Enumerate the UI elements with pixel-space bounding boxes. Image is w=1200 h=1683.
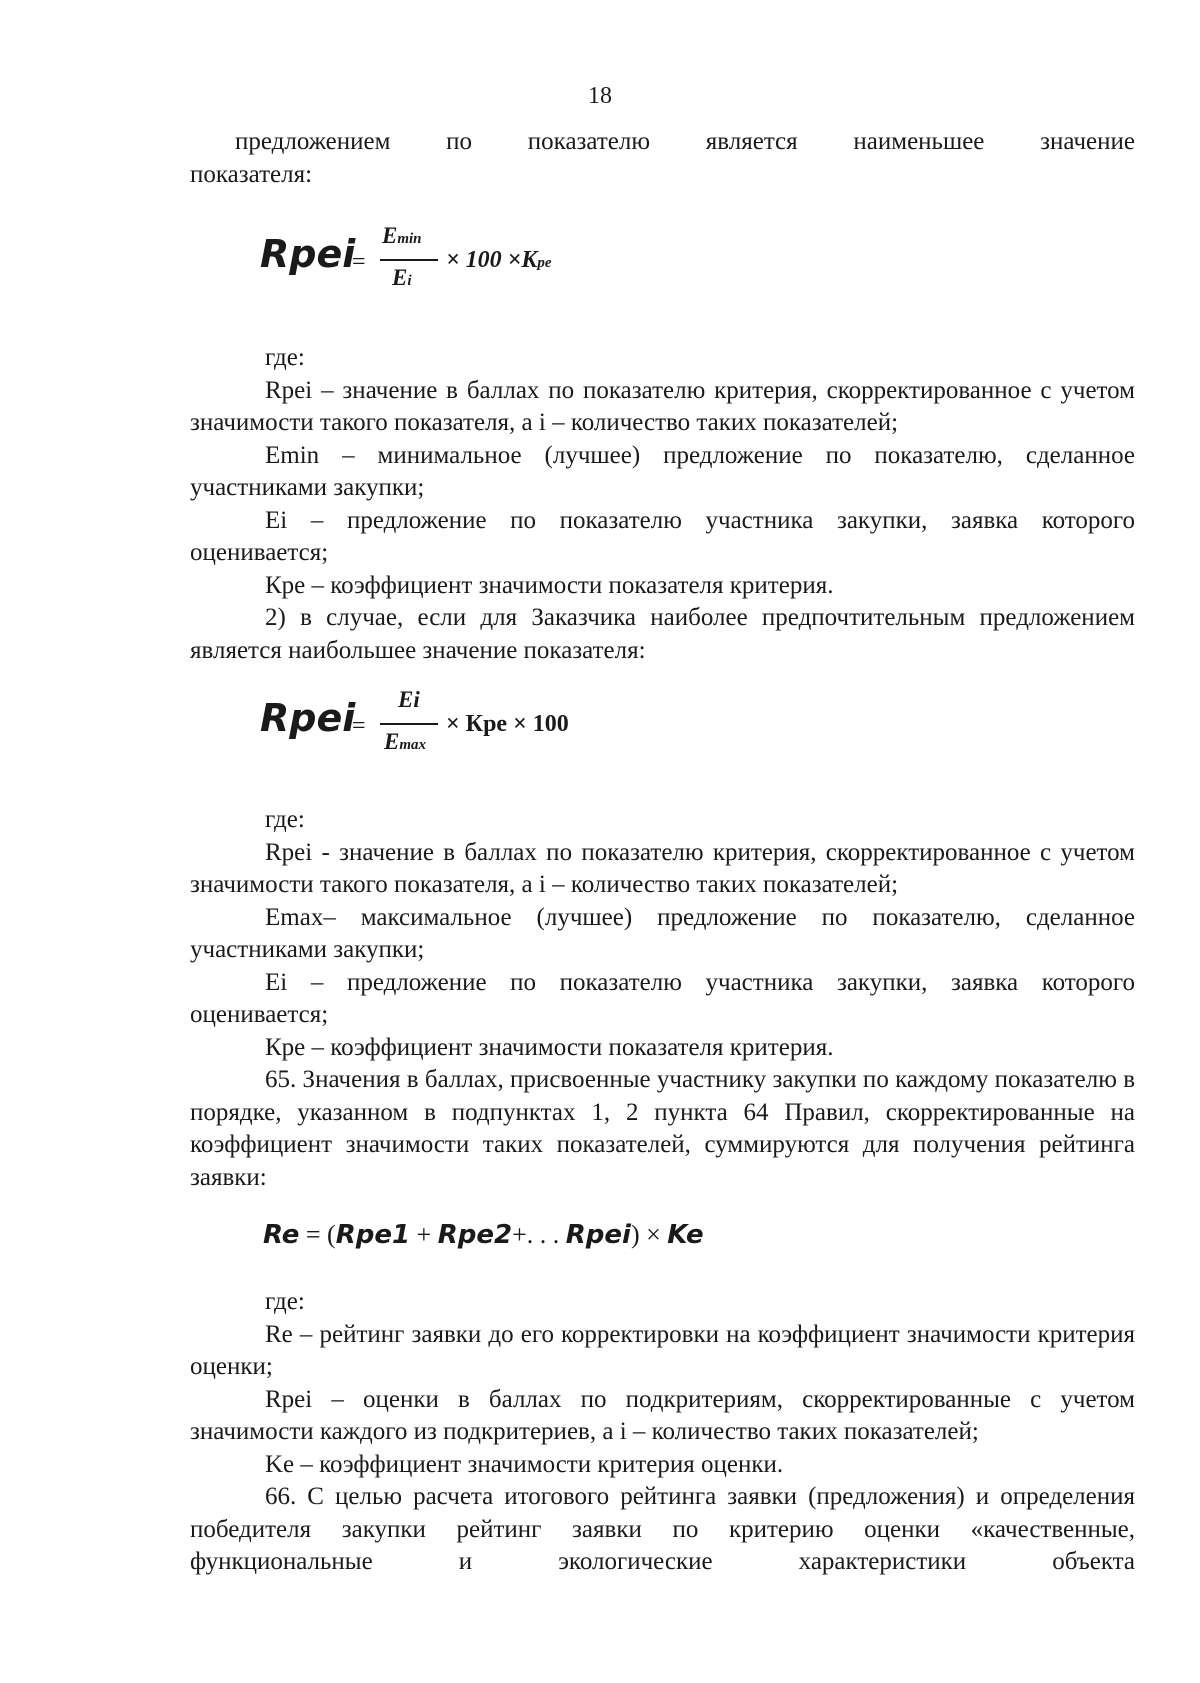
def-kpe: Кре – коэффициент значимости показателя критерия.	[265, 1033, 834, 1061]
def-kpe: Кре – коэффициент значимости показателя критерия.	[265, 571, 834, 599]
formula-1-denominator: Ei	[392, 265, 412, 290]
item-66: 66. С целью расчета итогового рейтинга заявки (предложения) и определения победителя закупки рейтинг заявки по критерию оценки «качественные, функциональные и экологические характеристики объекта	[190, 1483, 1135, 1575]
def-rpei: Rpei – оценки в баллах по подкритериям, скорректированные с учетом значимости каждого из подкритериев, а i – количество таких показателей;	[190, 1385, 1135, 1445]
page-number: 18	[588, 83, 612, 109]
formula-2-fraction-bar	[380, 723, 438, 725]
formula-3-close-times: ) ×	[630, 1220, 668, 1249]
formula-3-re: Re	[263, 1220, 300, 1250]
gde-label: где:	[265, 344, 305, 371]
intro-word: является	[705, 128, 798, 155]
intro-word: показателю	[527, 128, 651, 155]
formula-1	[260, 223, 760, 312]
def-ke: Ke – коэффициент значимости критерия оценки.	[265, 1450, 784, 1478]
definitions-block-2	[190, 804, 1135, 1194]
def-emin: Emin – минимальное (лучшее) предложение по показателю, сделанное участниками закупки;	[190, 441, 1135, 501]
gde-label: где:	[265, 806, 305, 833]
formula-3-rpe2: Rpe2	[437, 1220, 513, 1250]
intro-line-1	[190, 126, 1135, 159]
formula-2-denominator: Emax	[384, 729, 427, 754]
gde-label: где:	[265, 1288, 305, 1315]
formula-3-dots: +. . .	[512, 1220, 566, 1249]
def-emax: Emax– максимальное (лучшее) предложение по показателю, сделанное участниками закупки;	[190, 903, 1135, 963]
formula-3-eq-open: = (	[299, 1220, 336, 1249]
intro-word: по	[446, 128, 473, 155]
formula-1-fraction-bar	[380, 259, 438, 261]
formula-3-ke: Ke	[667, 1220, 704, 1250]
formula-2-tail: × Кре × 100	[446, 711, 569, 737]
formula-2-numerator: Ei	[398, 687, 420, 712]
formula-2-equals: =	[352, 713, 366, 739]
formula-1-lhs: Rpei	[260, 232, 356, 276]
definitions-block-1	[190, 342, 1135, 667]
def-rpei: Rpei – значение в баллах по показателю критерия, скорректированное с учетом значимости такого показателя, а i – количество таких показателей;	[190, 376, 1135, 436]
definitions-block-3	[190, 1286, 1135, 1579]
def-ei: Ei – предложение по показателю участника закупки, заявка которого оценивается;	[190, 968, 1135, 1028]
formula-3	[263, 1219, 963, 1259]
formula-3-rpei: Rpei	[565, 1220, 631, 1250]
formula-2	[260, 687, 760, 776]
formula-1-multiplier: × 100 ×Kpe	[446, 247, 552, 273]
item-2: 2) в случае, если для Заказчика наиболее предпочтительным предложением является наибольшее значение показателя:	[190, 604, 1135, 664]
intro-word: наименьшее	[853, 128, 985, 155]
formula-3-rpe1: Rpe1	[335, 1220, 411, 1250]
def-rpei: Rpei - значение в баллах по показателю критерия, скорректированное с учетом значимости такого показателя, а i – количество таких показателей;	[190, 838, 1135, 898]
def-re: Re – рейтинг заявки до его корректировки на коэффициент значимости критерия оценки;	[190, 1320, 1135, 1380]
intro-paragraph	[190, 126, 1135, 191]
intro-word: предложением	[235, 128, 391, 155]
formula-3-plus: +	[410, 1220, 438, 1249]
def-ei: Ei – предложение по показателю участника закупки, заявка которого оценивается;	[190, 506, 1135, 566]
intro-word: значение	[1040, 128, 1135, 155]
formula-2-lhs: Rpei	[260, 696, 356, 740]
formula-1-numerator: Emin	[382, 223, 422, 248]
item-65: 65. Значения в баллах, присвоенные участнику закупки по каждому показателю в порядке, указанном в подпунктах 1, 2 пункта 64 Правил, скорректированные на коэффициент значимости таких показателей, суммируются для получения рейтинга заявки:	[190, 1066, 1135, 1191]
formula-1-equals: =	[352, 249, 366, 275]
intro-line-2: показателя:	[190, 160, 313, 188]
